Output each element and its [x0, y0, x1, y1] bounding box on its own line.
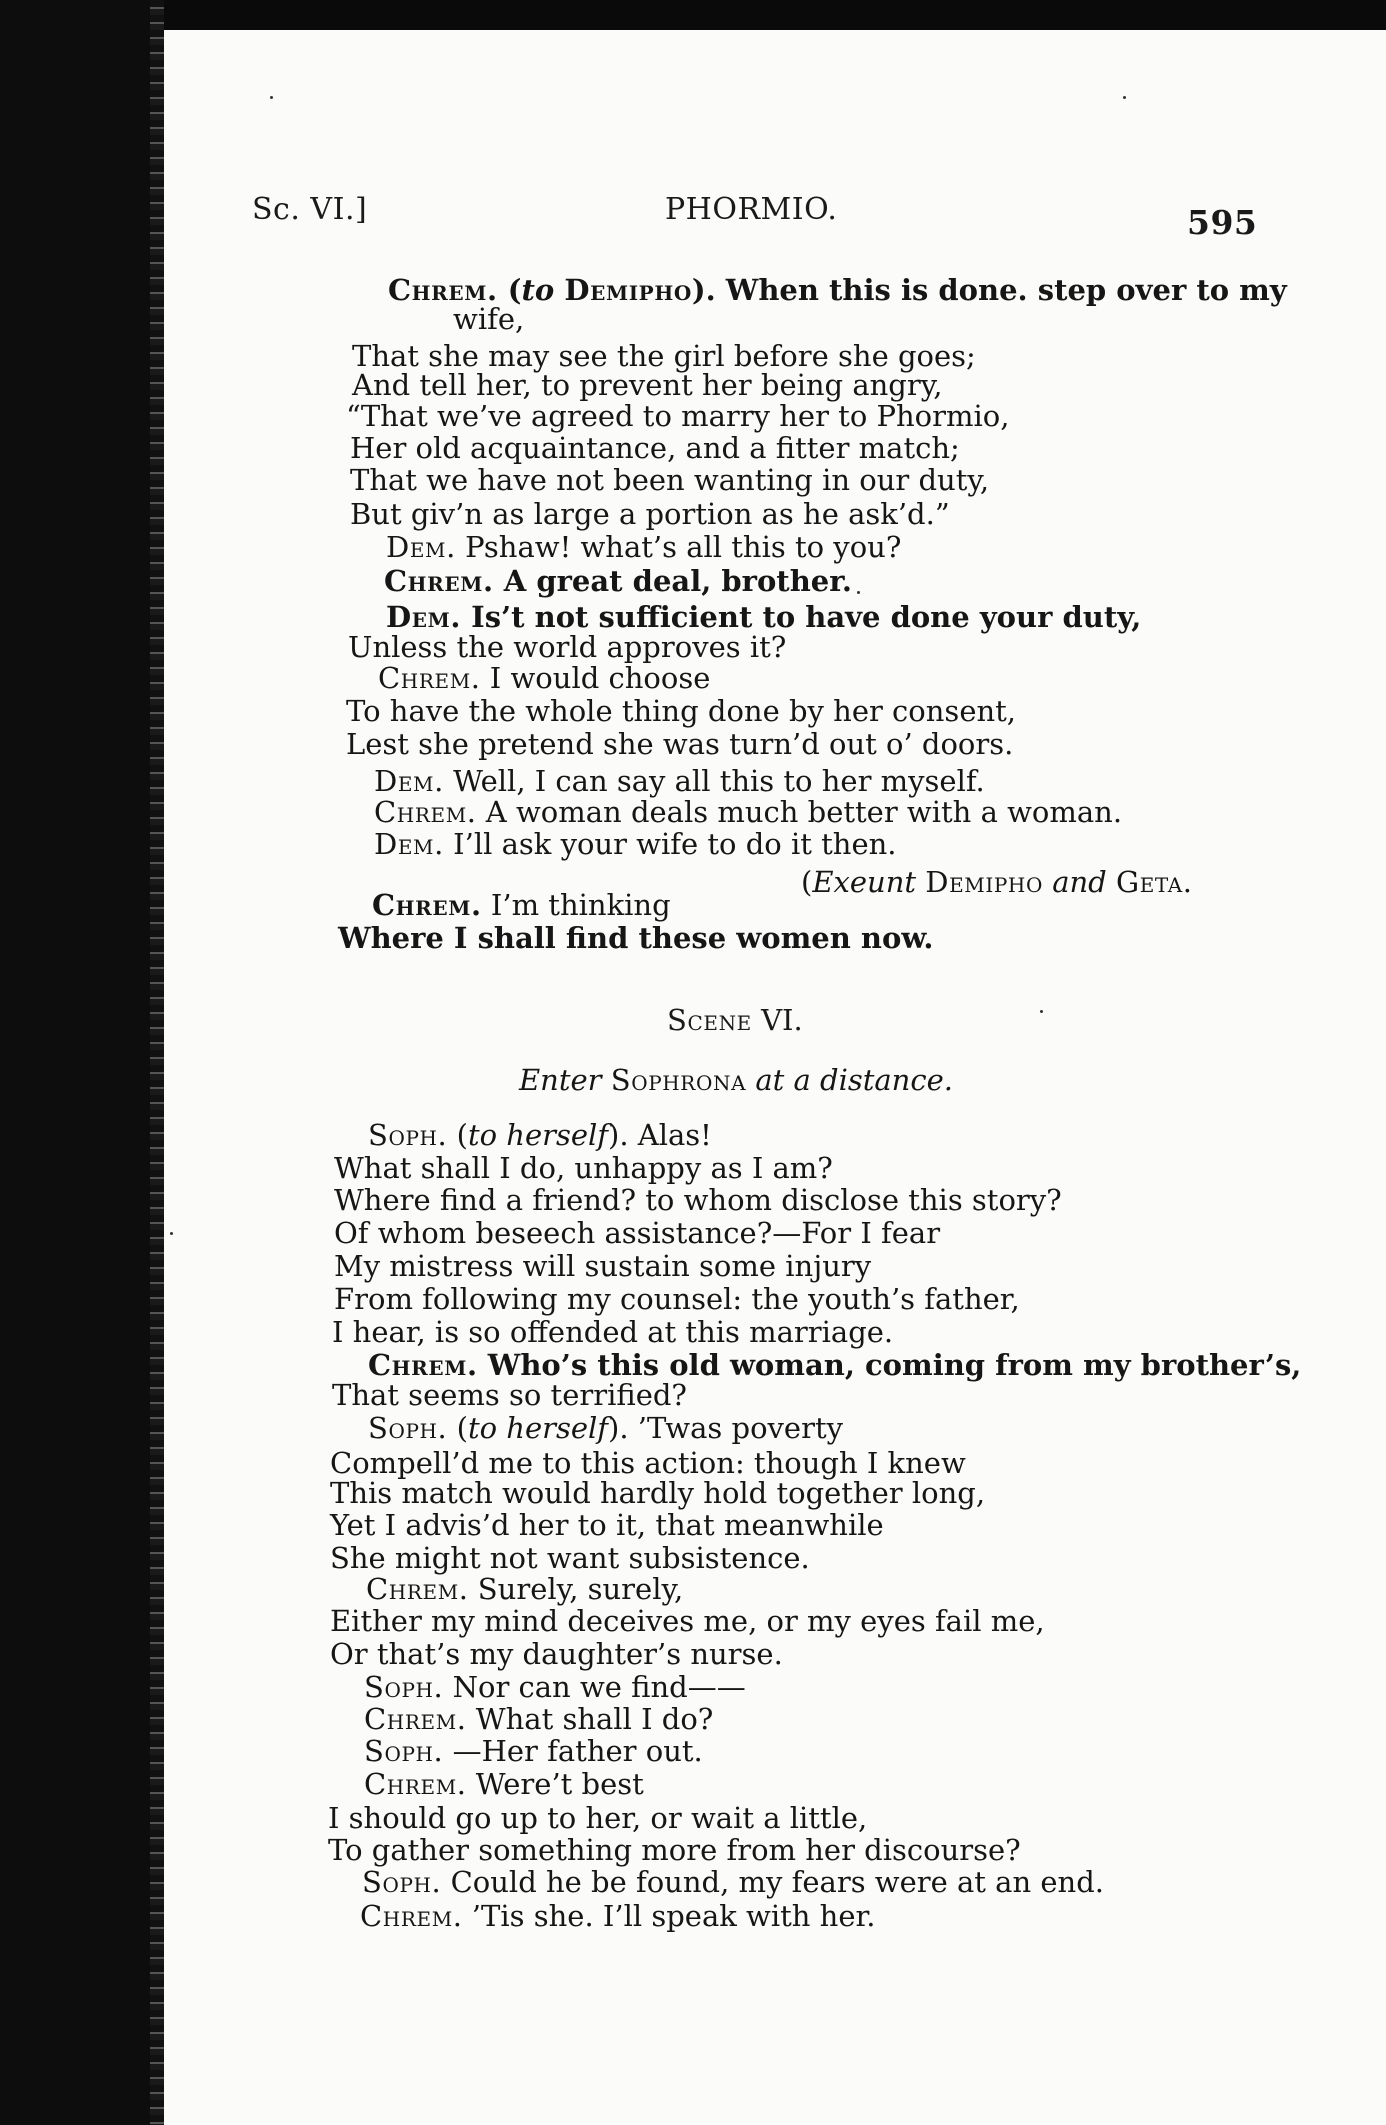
verse-line: Either my mind deceives me, or my eyes fail me,: [330, 1604, 1045, 1638]
verse-line: Soph. (to herself). ’Twas poverty: [368, 1411, 843, 1445]
verse-line: Chrem. Who’s this old woman, coming from my brother’s,: [368, 1348, 1302, 1382]
verse-line: That seems so terrified?: [332, 1378, 687, 1412]
verse-line: I should go up to her, or wait a little,: [328, 1801, 868, 1835]
scan-edge-fringe: [150, 0, 164, 2125]
verse-line: Compell’d me to this action: though I knew: [330, 1446, 966, 1480]
scan-speck: [170, 1232, 173, 1235]
scan-speck: [1123, 96, 1126, 99]
verse-line: Chrem. I’m thinking: [372, 888, 671, 922]
verse-line: I hear, is so offended at this marriage.: [332, 1315, 894, 1349]
verse-line: Unless the world approves it?: [348, 630, 787, 664]
verse-line: She might not want subsistence.: [330, 1541, 810, 1575]
verse-line: To gather something more from her discourse?: [328, 1833, 1021, 1867]
verse-line: Where I shall find these women now.: [338, 921, 934, 955]
verse-line: Yet I advis’d her to it, that meanwhile: [330, 1508, 884, 1542]
stage-direction-exeunt: (Exeunt Demipho and Geta.: [801, 865, 1193, 899]
verse-line: Chrem. Were’t best: [364, 1767, 644, 1801]
verse-line: Her old acquaintance, and a fitter match;: [350, 431, 960, 465]
verse-line: That we have not been wanting in our duty,: [350, 463, 990, 497]
running-head-section: Sc. VI.]: [252, 192, 368, 227]
verse-line: Chrem. A great deal, brother.: [384, 564, 852, 598]
verse-line: Dem. Is’t not sufficient to have done your duty,: [386, 600, 1142, 634]
verse-line: Of whom beseech assistance?—For I fear: [334, 1216, 941, 1250]
verse-line: And tell her, to prevent her being angry,: [352, 368, 943, 402]
verse-line: Where find a friend? to whom disclose this story?: [334, 1183, 1062, 1217]
stage-direction-enter: Enter Sophrona at a distance.: [519, 1063, 953, 1097]
verse-line: wife,: [453, 302, 525, 336]
verse-line: Lest she pretend she was turn’d out o’ doors.: [346, 727, 1014, 761]
verse-line: From following my counsel: the youth’s father,: [334, 1282, 1020, 1316]
verse-line: Chrem. A woman deals much better with a woman.: [374, 795, 1123, 829]
scene-heading: Scene VI.: [667, 1003, 803, 1037]
page-number: 595: [1187, 203, 1258, 242]
scan-speck: [857, 591, 860, 594]
verse-line: Chrem. ’Tis she. I’ll speak with her.: [360, 1899, 876, 1933]
verse-line: Or that’s my daughter’s nurse.: [330, 1637, 783, 1671]
verse-line: What shall I do, unhappy as I am?: [334, 1151, 833, 1185]
verse-line: Chrem. Surely, surely,: [366, 1572, 684, 1606]
verse-line: Chrem. (to Demipho). When this is done. step over to my: [388, 273, 1287, 307]
verse-line: To have the whole thing done by her consent,: [346, 694, 1017, 728]
verse-line: Chrem. What shall I do?: [364, 1702, 714, 1736]
scan-left-edge: [0, 0, 158, 2125]
verse-line: “That we’ve agreed to marry her to Phormio,: [346, 399, 1010, 433]
scan-speck: [1040, 1010, 1043, 1013]
verse-line: Soph. Could he be found, my fears were at an end.: [362, 1865, 1104, 1899]
verse-line: My mistress will sustain some injury: [334, 1249, 872, 1283]
verse-line: But giv’n as large a portion as he ask’d.”: [350, 497, 950, 531]
verse-line: Chrem. I would choose: [378, 661, 711, 695]
verse-line: Soph. Nor can we find——: [364, 1670, 746, 1704]
scan-speck: [270, 96, 273, 99]
verse-line: That she may see the girl before she goes;: [352, 339, 976, 373]
verse-line: Dem. Well, I can say all this to her myself.: [374, 764, 985, 798]
scan-top-edge: [0, 0, 1386, 30]
running-head-title: PHORMIO.: [665, 192, 838, 227]
verse-line: Soph. (to herself). Alas!: [368, 1118, 712, 1152]
verse-line: Dem. Pshaw! what’s all this to you?: [386, 530, 902, 564]
verse-line: Soph. —Her father out.: [364, 1734, 703, 1768]
verse-line: Dem. I’ll ask your wife to do it then.: [374, 827, 897, 861]
verse-line: This match would hardly hold together long,: [330, 1476, 986, 1510]
